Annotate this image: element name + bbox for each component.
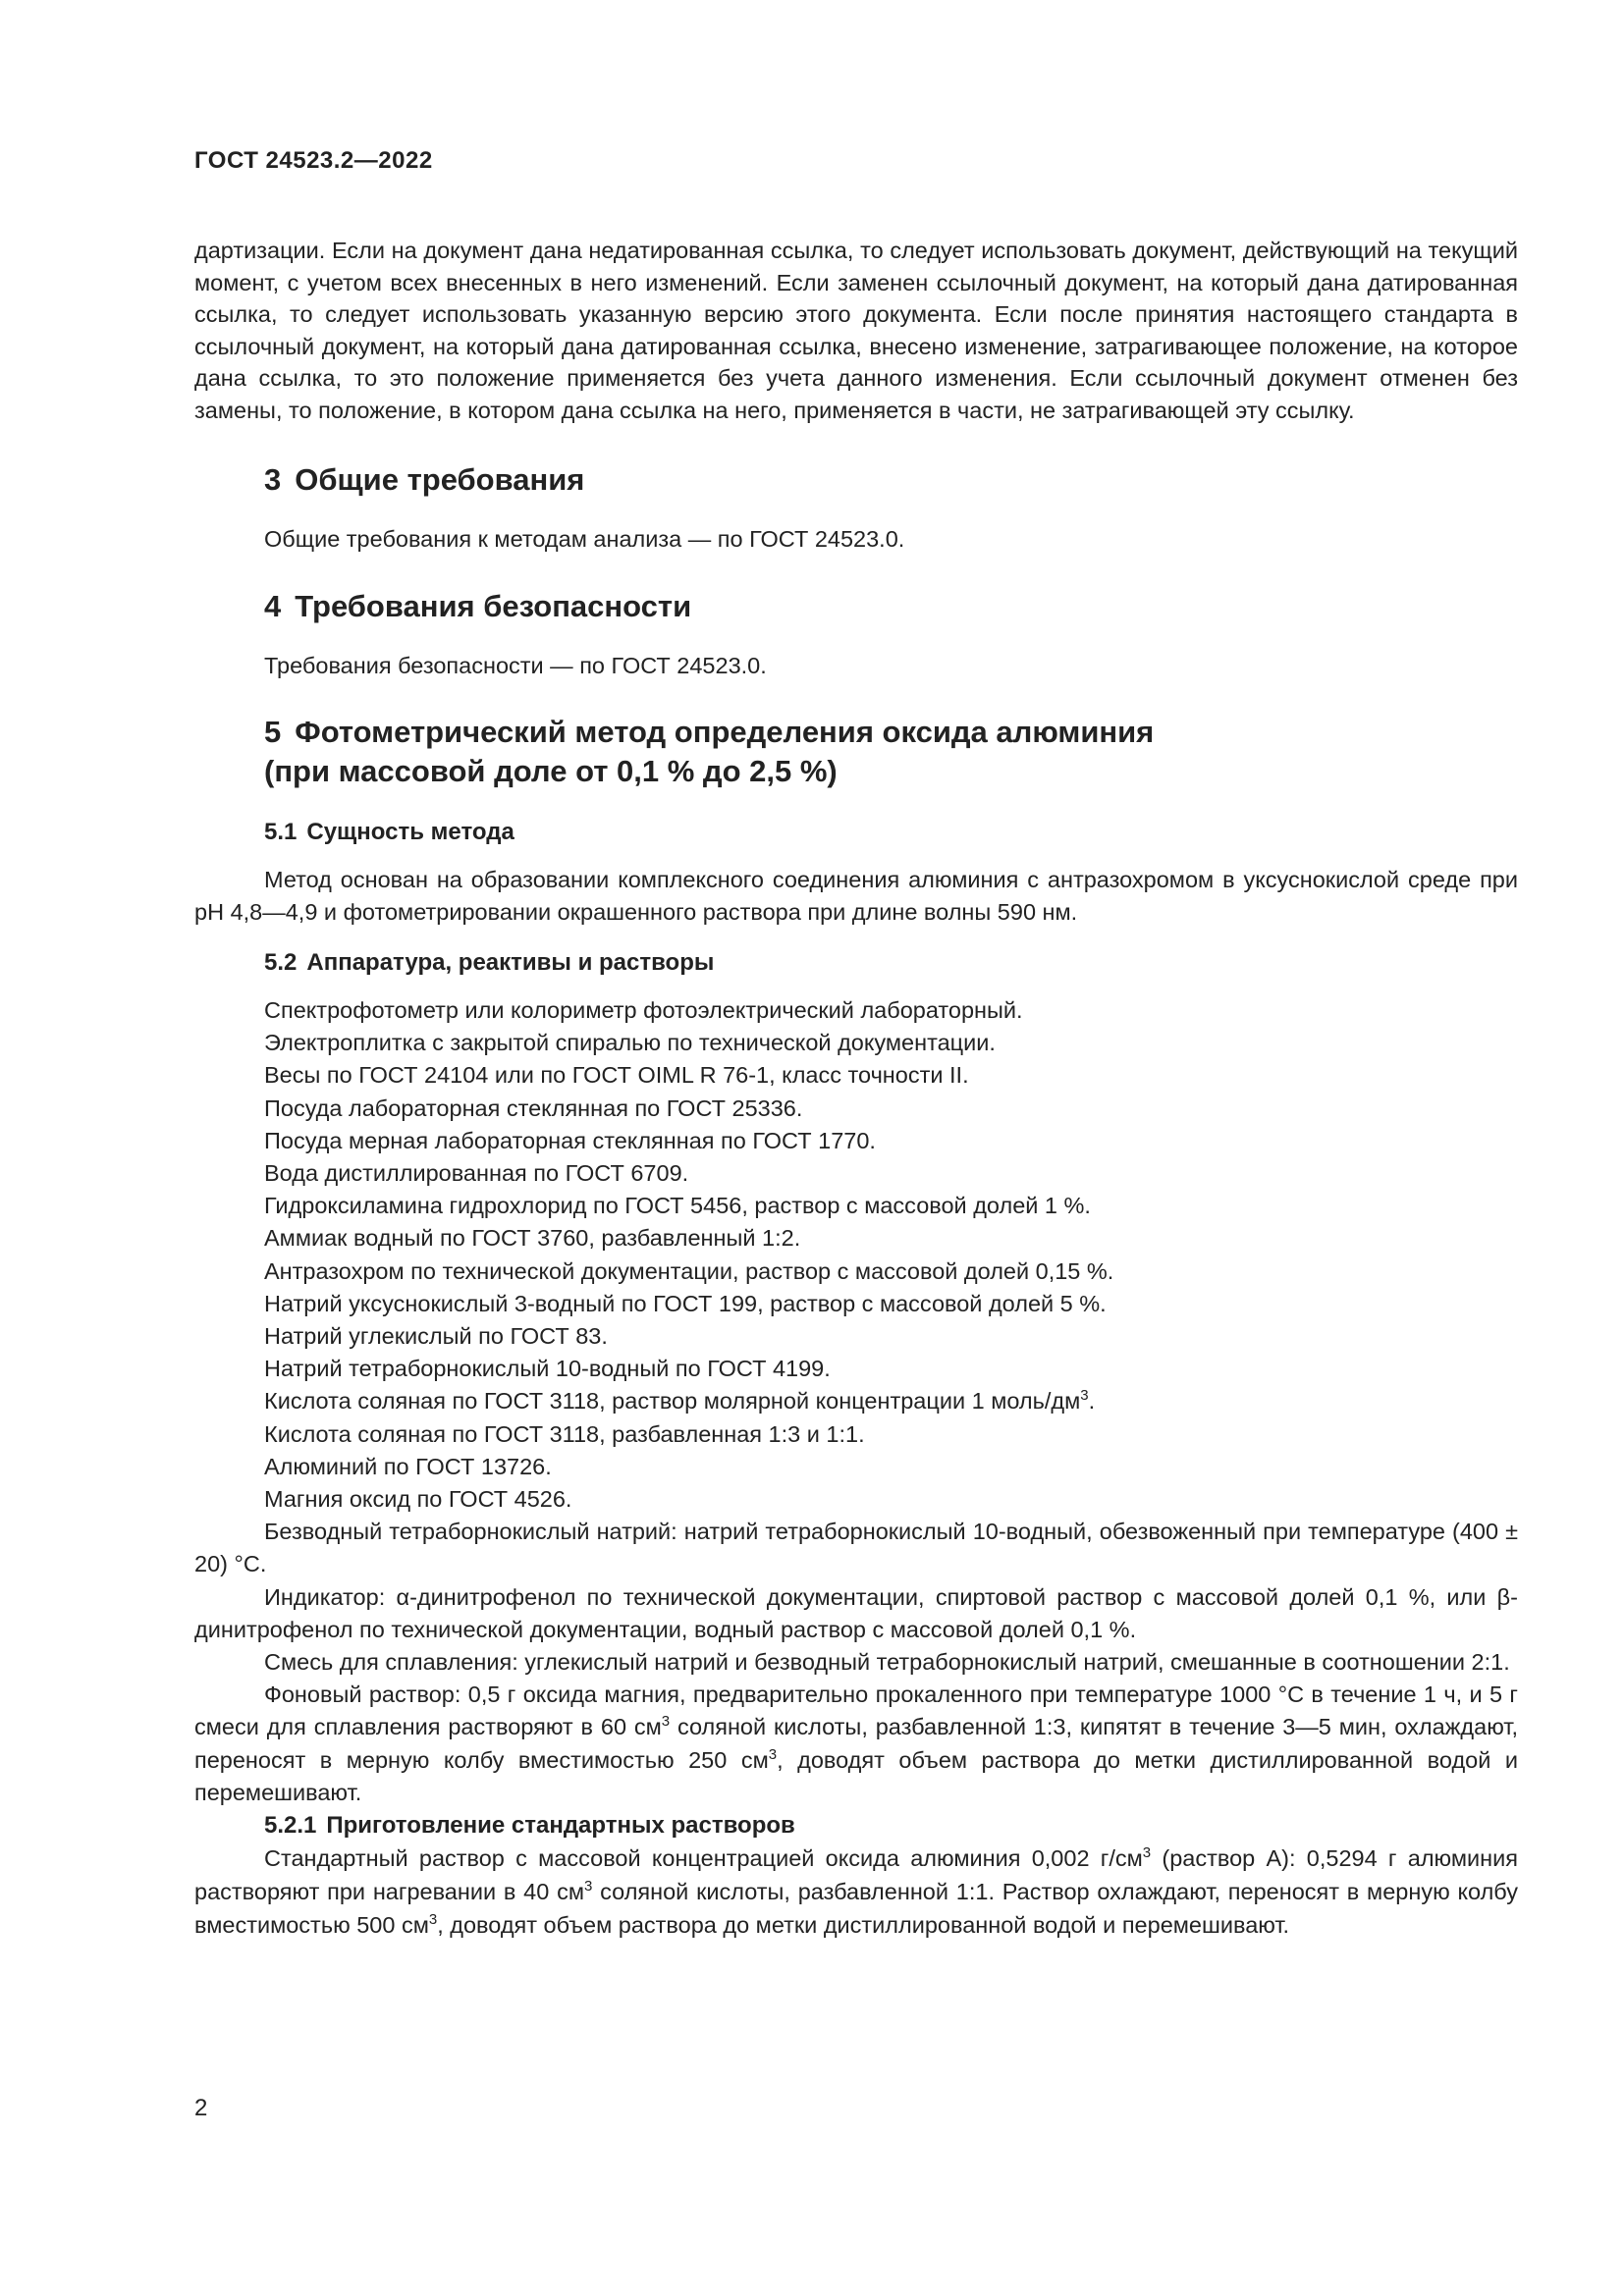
text-part: Фоновый раствор: 0,5 г оксида магния, предварительно прокаленного при температуре 1000 °С в течение 1 ч, и 5 г смеси для сплавления растворяют в 60 см xyxy=(194,1682,1518,1740)
section-4-text: Требования безопасности — по ГОСТ 24523.0. xyxy=(264,652,767,678)
list-item xyxy=(194,1385,1518,1417)
section-number: 4 xyxy=(264,588,282,623)
item-text: Кислота соляная по ГОСТ 3118, раствор молярной концентрации 1 моль/дм xyxy=(264,1388,1081,1415)
section-4-heading xyxy=(194,587,1518,626)
text-part: соляной кислоты, разбавленной 1:1. Раствор охлаждают, переносят в мерную колбу вместимостью 500 см xyxy=(194,1879,1518,1939)
section-number: 5.2 xyxy=(264,949,298,976)
list-item: Алюминий по ГОСТ 13726. xyxy=(264,1453,552,1479)
section-title: Сущность метода xyxy=(306,819,514,845)
section-5-title-line-2: (при массовой доле от 0,1 % до 2,5 %) xyxy=(264,754,838,788)
list-item: Посуда мерная лабораторная стеклянная по ГОСТ 1770. xyxy=(264,1127,876,1153)
indicator-paragraph: Индикатор: α-динитрофенол по технической документации, спиртовой раствор с массовой долей 0,1 %, или β-динитрофенол по технической документации, водный раствор с массовой долей 0,1 %. xyxy=(194,1583,1518,1642)
section-3-text: Общие требования к методам анализа — по ГОСТ 24523.0. xyxy=(264,526,905,552)
superscript: 3 xyxy=(768,1745,778,1763)
list-item: Магния оксид по ГОСТ 4526. xyxy=(264,1486,572,1513)
anhydrous-paragraph: Безводный тетраборнокислый натрий: натрий тетраборнокислый 10-водный, обезвоженный при температуре (400 ± 20) °С. xyxy=(194,1519,1518,1577)
section-5-2-heading xyxy=(194,947,1518,979)
section-5-1-text: Метод основан на образовании комплексного соединения алюминия с антразохромом в уксуснокислой среде при pH 4,8—4,9 и фотометрировании окрашенного раствора при длине волны 590 нм. xyxy=(194,867,1518,925)
section-5-heading xyxy=(194,713,1518,791)
list-item: Посуда лабораторная стеклянная по ГОСТ 25336. xyxy=(264,1095,803,1121)
section-3-heading xyxy=(194,460,1518,500)
superscript: 3 xyxy=(1080,1387,1089,1405)
list-item: Спектрофотометр или колориметр фотоэлектрический лабораторный. xyxy=(264,997,1023,1023)
section-title: Аппаратура, реактивы и растворы xyxy=(306,949,715,976)
list-item: Электроплитка с закрытой спиралью по технической документации. xyxy=(264,1030,996,1056)
equipment-list xyxy=(194,994,1518,1516)
section-5-title-line-1 xyxy=(264,713,1518,752)
standard-solution-paragraph xyxy=(194,1842,1518,1942)
section-title: Общие требования xyxy=(295,462,585,497)
superscript: 3 xyxy=(661,1713,671,1731)
section-5-2-1-heading xyxy=(194,1809,1518,1842)
text-part: соляной кислоты, разбавленной 1:3, кипятят в течение 3—5 мин, охлаждают, переносят в мерную колбу вместимостью 250 см xyxy=(194,1714,1518,1773)
document-page xyxy=(194,147,1518,1942)
document-code-header: ГОСТ 24523.2—2022 xyxy=(194,147,433,174)
list-item: Натрий углекислый по ГОСТ 83. xyxy=(264,1323,608,1350)
fusion-mix-paragraph: Смесь для сплавления: углекислый натрий и безводный тетраборнокислый натрий, смешанные в соотношении 2:1. xyxy=(264,1649,1510,1676)
list-item: Натрий уксуснокислый 3-водный по ГОСТ 199, раствор с массовой долей 5 %. xyxy=(264,1290,1107,1316)
list-item: Вода дистиллированная по ГОСТ 6709. xyxy=(264,1160,689,1187)
text-part: , доводят объем раствора до метки дистиллированной водой и перемешивают. xyxy=(437,1912,1290,1939)
page-number: 2 xyxy=(194,2095,208,2121)
superscript: 3 xyxy=(584,1878,593,1896)
list-item: Аммиак водный по ГОСТ 3760, разбавленный 1:2. xyxy=(264,1225,801,1252)
list-item: Гидроксиламина гидрохлорид по ГОСТ 5456, раствор с массовой долей 1 %. xyxy=(264,1193,1091,1219)
section-title: Фотометрический метод определения оксида алюминия xyxy=(295,715,1155,749)
text-part: (раствор А): 0,5294 г алюминия растворяют при нагревании в 40 см xyxy=(194,1845,1519,1905)
section-title: Приготовление стандартных растворов xyxy=(326,1812,795,1840)
section-title: Требования безопасности xyxy=(295,588,692,623)
list-item: Натрий тетраборнокислый 10-водный по ГОСТ 4199. xyxy=(264,1356,831,1382)
list-item: Антразохром по технической документации, раствор с массовой долей 0,15 %. xyxy=(264,1257,1114,1284)
background-solution-paragraph xyxy=(194,1679,1518,1809)
section-number: 5.1 xyxy=(264,819,298,845)
text-part: , доводят объем раствора до метки дистиллированной водой и перемешивают. xyxy=(194,1746,1518,1805)
section-number: 5.2.1 xyxy=(264,1812,317,1840)
list-item: Весы по ГОСТ 24104 или по ГОСТ OIML R 76-1, класс точности II. xyxy=(264,1062,969,1089)
intro-paragraph: дартизации. Если на документ дана недатированная ссылка, то следует использовать документ, действующий на текущий момент, с учетом всех внесенных в него изменений. Если заменен ссылочный документ, на который дана датированная ссылка, то следует использовать указанную версию этого документа. Если после принятия настоящего стандарта в ссылочный документ, на который дана датированная ссылка, внесено изменение, затрагивающее положение, на которое дана ссылка, то это положение применяется без учета данного изменения. Если ссылочный документ отменен без замены, то положение, в котором дана ссылка на него, применяется в части, не затрагивающей эту ссылку. xyxy=(194,238,1518,423)
section-number: 5 xyxy=(264,715,282,749)
list-item: Кислота соляная по ГОСТ 3118, разбавленная 1:3 и 1:1. xyxy=(264,1420,865,1447)
superscript: 3 xyxy=(428,1911,438,1929)
text-part: Стандартный раствор с массовой концентрацией оксида алюминия 0,002 г/см xyxy=(264,1845,1143,1872)
section-5-1-heading xyxy=(194,817,1518,848)
item-end: . xyxy=(1088,1388,1096,1415)
superscript: 3 xyxy=(1142,1844,1152,1862)
section-number: 3 xyxy=(264,462,282,497)
